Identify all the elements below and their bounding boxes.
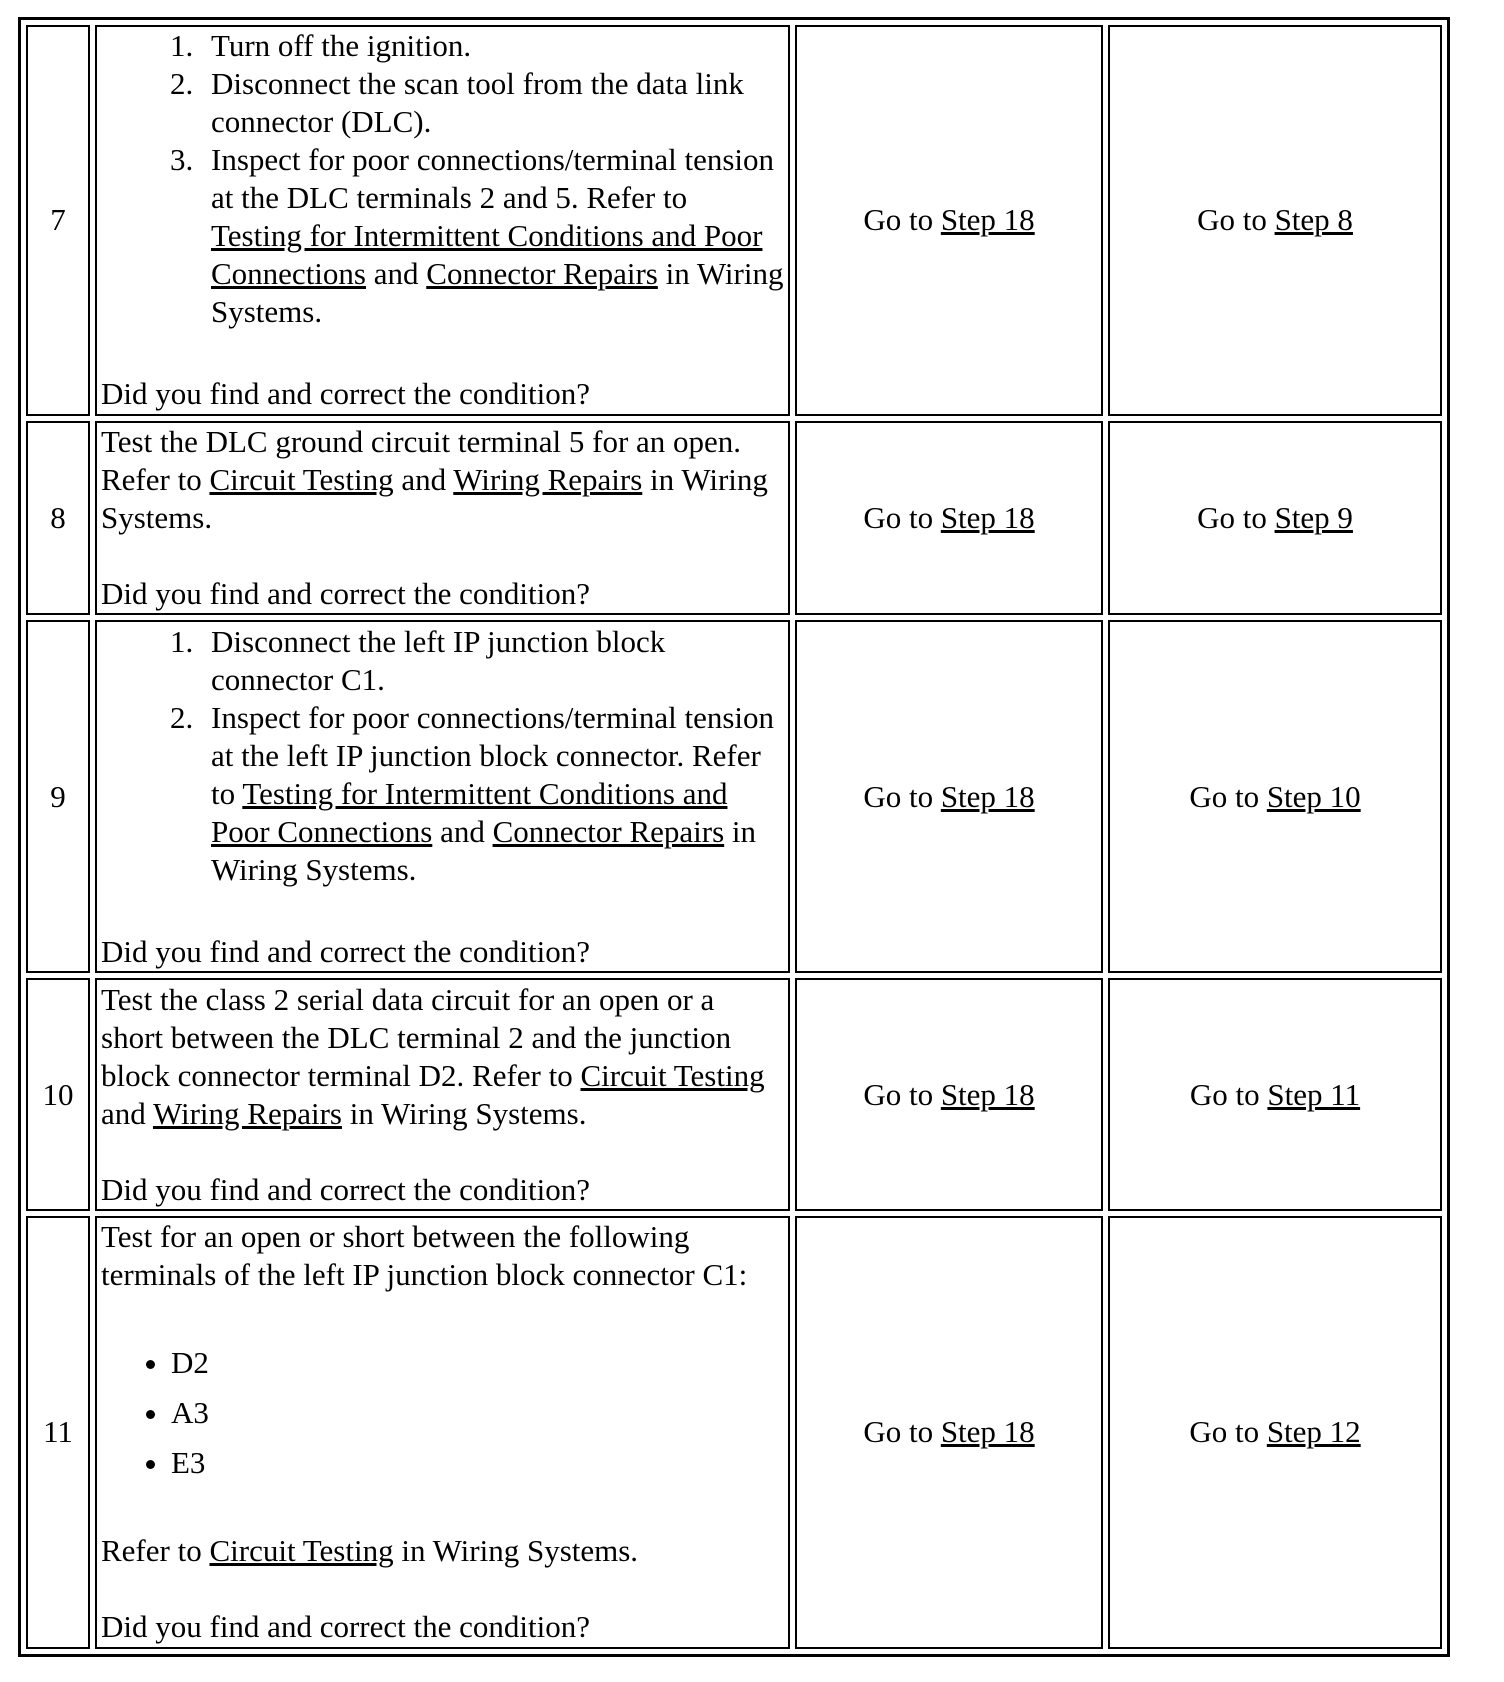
wiring-repairs-link[interactable]: Wiring Repairs <box>152 1095 342 1131</box>
no-cell <box>1108 25 1442 416</box>
goto-prefix: Go to <box>863 202 941 238</box>
testing-intermittent-link[interactable]: Testing for Intermittent Conditions and Poor Connections <box>211 218 763 292</box>
question-text: Did you find and correct the condition? <box>101 376 590 412</box>
circuit-testing-link[interactable]: Circuit Testing <box>209 462 394 498</box>
instruction-text: and <box>101 1095 153 1131</box>
yes-cell <box>795 25 1103 416</box>
instruction-text: Test the class 2 serial data circuit for an open or a short between the DLC terminal 2 and the junction block connector terminal D2. Refer to <box>101 981 732 1093</box>
instruction-text: and <box>432 813 493 849</box>
question-text: Did you find and correct the condition? <box>101 1609 590 1645</box>
instruction-text: in Wiring Systems. <box>211 813 757 887</box>
question-text: Did you find and correct the condition? <box>101 933 590 969</box>
step-number: 8 <box>26 421 90 615</box>
list-item: 1. Disconnect the left IP junction block connector C1. <box>201 623 784 699</box>
table-row <box>26 1216 1442 1649</box>
step-link[interactable]: Step 18 <box>940 202 1035 238</box>
goto-prefix: Go to <box>863 1414 941 1450</box>
circuit-testing-link[interactable]: Circuit Testing <box>209 1533 394 1569</box>
yes-cell <box>795 978 1103 1211</box>
numbered-list <box>101 27 784 331</box>
action-cell <box>95 1216 790 1649</box>
list-item <box>201 141 784 331</box>
connector-repairs-link[interactable]: Connector Repairs <box>426 256 658 292</box>
step-link[interactable]: Step 18 <box>940 778 1035 814</box>
list-item: 1. Turn off the ignition. <box>201 27 784 65</box>
no-cell <box>1108 978 1442 1211</box>
question-text: Did you find and correct the condition? <box>101 576 590 612</box>
instruction-text: Refer to <box>101 1533 210 1569</box>
goto-prefix: Go to <box>1189 1076 1268 1112</box>
numbered-list <box>101 623 784 889</box>
instruction-text: and <box>366 256 427 292</box>
step-number: 11 <box>26 1216 90 1649</box>
list-item: 2. Disconnect the scan tool from the data link connector (DLC). <box>201 65 784 141</box>
step-number: 9 <box>26 620 90 973</box>
instruction-text: Inspect for poor connections/terminal tension at the left IP junction block connector. Refer to <box>211 699 775 811</box>
testing-intermittent-link[interactable]: Testing for Intermittent Conditions and Poor Connections <box>211 775 728 849</box>
terminal-list <box>101 1338 784 1488</box>
action-cell <box>95 620 790 973</box>
table-row <box>26 25 1442 416</box>
no-cell <box>1108 1216 1442 1649</box>
instruction-text: Inspect for poor connections/terminal tension at the DLC terminals 2 and 5. Refer to <box>211 142 775 216</box>
step-link[interactable]: Step 12 <box>1266 1414 1361 1450</box>
instruction-text: and <box>393 462 454 498</box>
list-item: • D2 <box>171 1338 784 1388</box>
action-cell <box>95 421 790 615</box>
no-cell <box>1108 421 1442 615</box>
table-row <box>26 620 1442 973</box>
list-item: • E3 <box>171 1438 784 1488</box>
step-link[interactable]: Step 11 <box>1267 1076 1361 1112</box>
instruction-text: Test the DLC ground circuit terminal 5 for an open. Refer to <box>101 424 742 498</box>
connector-repairs-link[interactable]: Connector Repairs <box>492 813 725 849</box>
step-number: 10 <box>26 978 90 1211</box>
wiring-repairs-link[interactable]: Wiring Repairs <box>453 462 643 498</box>
table-row <box>26 421 1442 615</box>
question-text: Did you find and correct the condition? <box>101 1171 590 1207</box>
circuit-testing-link[interactable]: Circuit Testing <box>580 1057 765 1093</box>
yes-cell <box>795 620 1103 973</box>
step-link[interactable]: Step 18 <box>940 500 1035 536</box>
goto-prefix: Go to <box>863 1076 941 1112</box>
yes-cell <box>795 421 1103 615</box>
no-cell <box>1108 620 1442 973</box>
diagnostic-table <box>18 17 1450 1657</box>
instruction-text: in Wiring Systems. <box>341 1095 587 1131</box>
instruction-text: in Wiring Systems. <box>393 1533 639 1569</box>
instruction-text: in Wiring Systems. <box>101 462 768 536</box>
step-link[interactable]: Step 18 <box>940 1076 1035 1112</box>
instruction-text: Test for an open or short between the following terminals of the left IP junction block connector C1: <box>101 1219 748 1293</box>
goto-prefix: Go to <box>863 500 941 536</box>
instruction-text: in Wiring Systems. <box>211 256 784 330</box>
step-link[interactable]: Step 9 <box>1274 500 1353 536</box>
goto-prefix: Go to <box>863 778 941 814</box>
step-link[interactable]: Step 10 <box>1266 778 1361 814</box>
goto-prefix: Go to <box>1197 500 1275 536</box>
list-item <box>201 699 784 889</box>
goto-prefix: Go to <box>1197 202 1275 238</box>
goto-prefix: Go to <box>1189 1414 1267 1450</box>
goto-prefix: Go to <box>1189 778 1267 814</box>
step-link[interactable]: Step 8 <box>1274 202 1353 238</box>
action-cell <box>95 25 790 416</box>
table-row <box>26 978 1442 1211</box>
yes-cell <box>795 1216 1103 1649</box>
list-item: • A3 <box>171 1388 784 1438</box>
action-cell <box>95 978 790 1211</box>
step-number: 7 <box>26 25 90 416</box>
step-link[interactable]: Step 18 <box>940 1414 1035 1450</box>
